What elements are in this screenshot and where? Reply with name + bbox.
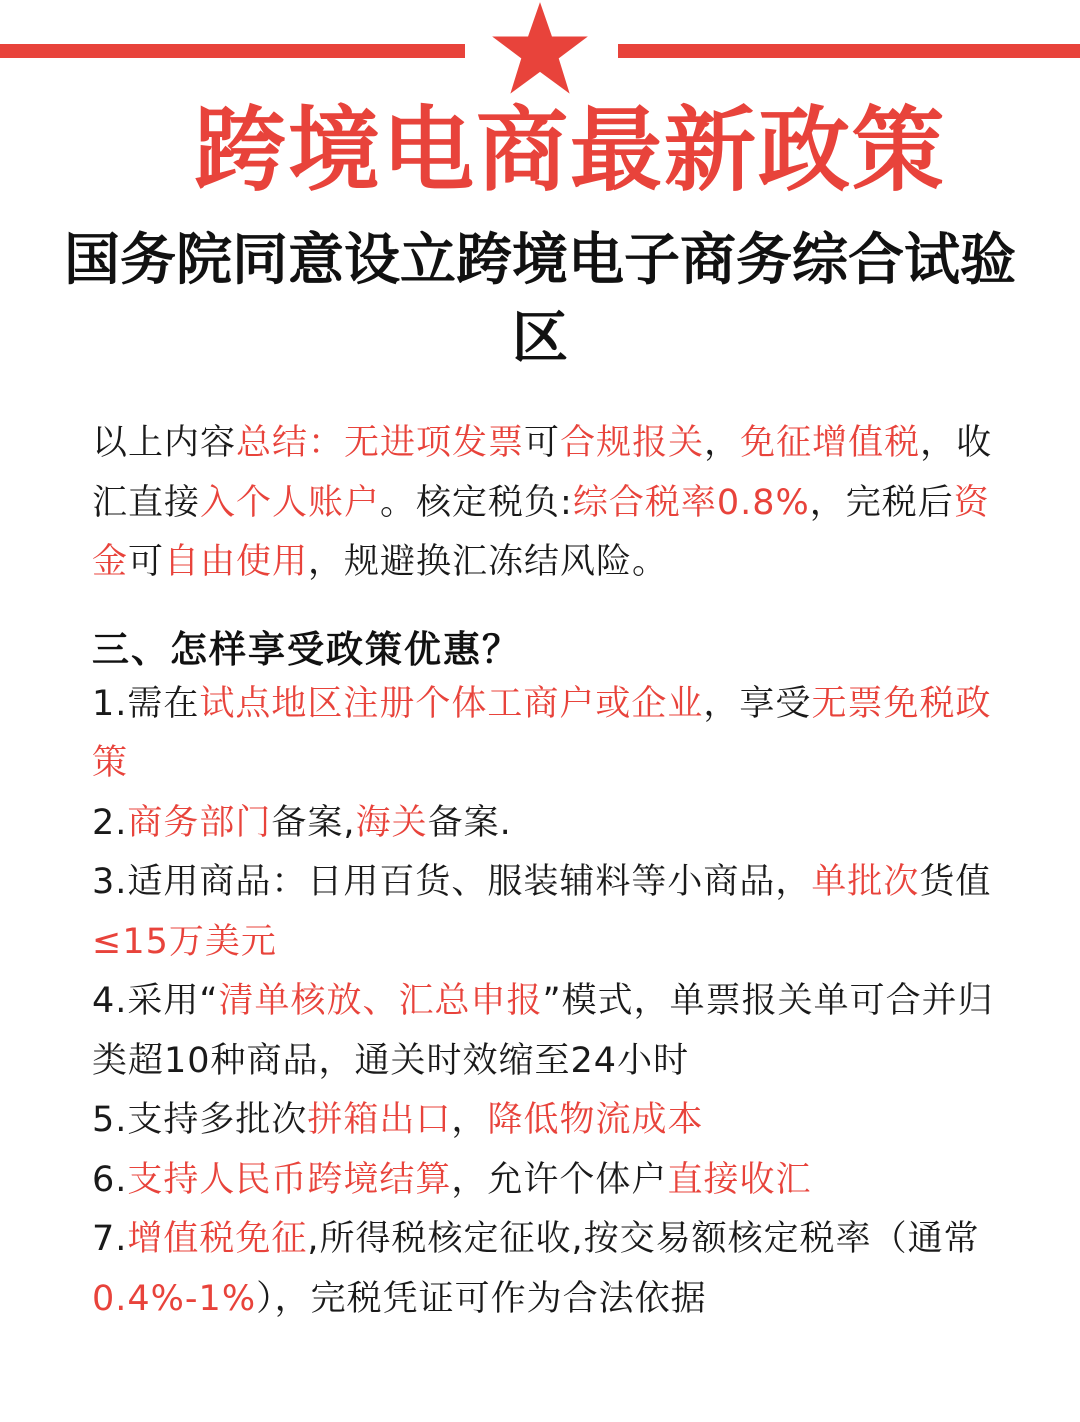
- summary-highlight: 资金: [92, 482, 990, 582]
- item-text: 3.适用商品：日用百货、服装辅料等小商品，: [92, 862, 812, 902]
- item-text: 货值: [919, 862, 992, 902]
- item-text: ，享受: [703, 683, 812, 724]
- header-divider-left: [0, 44, 465, 58]
- summary-highlight: 合规报关: [560, 423, 705, 463]
- item-highlight: 商务部门: [127, 802, 272, 843]
- item-highlight: 支持人民币跨境结算: [127, 1159, 452, 1200]
- list-item: [92, 972, 1012, 1091]
- item-highlight: 海关: [355, 802, 428, 843]
- summary-text: ，完税后: [809, 482, 954, 523]
- item-highlight: 无票免税政策: [92, 683, 992, 783]
- summary-text: ，: [704, 423, 741, 463]
- section-heading: 三、怎样享受政策优惠？: [92, 627, 521, 671]
- star-icon: [488, 0, 592, 100]
- item-text: 备案,: [271, 802, 356, 843]
- item-text: ,所得税核定征收,按交易额核定税率（通常: [307, 1219, 980, 1259]
- summary-text: ，收汇直接: [92, 423, 993, 523]
- summary-highlight: 自由使用: [164, 542, 309, 582]
- summary-paragraph: [92, 414, 1012, 593]
- summary-highlight: 综合税率0.8%: [572, 482, 810, 523]
- header-divider-right: [618, 44, 1080, 58]
- subtitle: 国务院同意设立跨境电子商务综合试验区: [64, 228, 1016, 371]
- item-text: ），完税凭证可作为合法依据: [256, 1278, 707, 1319]
- item-highlight: 直接收汇: [667, 1159, 812, 1200]
- item-text: 5.支持多批次: [92, 1100, 308, 1140]
- summary-text: 。核定税负:: [380, 482, 573, 523]
- item-highlight: ≤15万美元: [92, 921, 277, 962]
- item-text: ”模式，单票报关单可合并归类超10种商品，通关时效缩至24小时: [92, 981, 994, 1081]
- item-highlight: 拼箱出口: [307, 1100, 452, 1140]
- item-text: 6.: [92, 1159, 128, 1200]
- content-body: [92, 414, 1012, 1329]
- item-text: 7.: [92, 1219, 128, 1259]
- summary-text: ，规避换汇冻结风险。: [308, 542, 669, 582]
- summary-text: 可: [524, 423, 561, 463]
- item-text: 1.需在: [92, 683, 200, 724]
- item-text: 备案.: [427, 802, 512, 843]
- list-item: [92, 1210, 1012, 1329]
- item-text: ，允许个体户: [451, 1159, 668, 1200]
- summary-highlight: 总结：: [236, 423, 345, 463]
- main-title: 跨境电商最新政策: [193, 97, 946, 204]
- summary-text: 以上内容: [92, 423, 237, 463]
- item-highlight: 0.4%-1%: [92, 1278, 257, 1319]
- list-item: [92, 794, 1012, 854]
- summary-highlight: 免征增值税: [740, 423, 921, 463]
- item-highlight: 试点地区注册个体工商户或企业: [199, 683, 704, 724]
- list-item: [92, 675, 1012, 794]
- summary-text: 可: [128, 542, 165, 582]
- item-highlight: 增值税免征: [127, 1219, 308, 1259]
- summary-highlight: 入个人账户: [200, 482, 381, 523]
- item-text: 2.: [92, 802, 128, 843]
- list-item: [92, 1091, 1012, 1151]
- item-highlight: 清单核放、汇总申报: [218, 981, 543, 1021]
- list-item: [92, 1151, 1012, 1211]
- item-text: 4.采用“: [92, 981, 219, 1021]
- summary-highlight: 无进项发票: [344, 423, 525, 463]
- item-highlight: 降低物流成本: [487, 1100, 704, 1140]
- item-text: ，: [451, 1100, 488, 1140]
- item-highlight: 单批次: [811, 862, 920, 902]
- list-item: [92, 853, 1012, 972]
